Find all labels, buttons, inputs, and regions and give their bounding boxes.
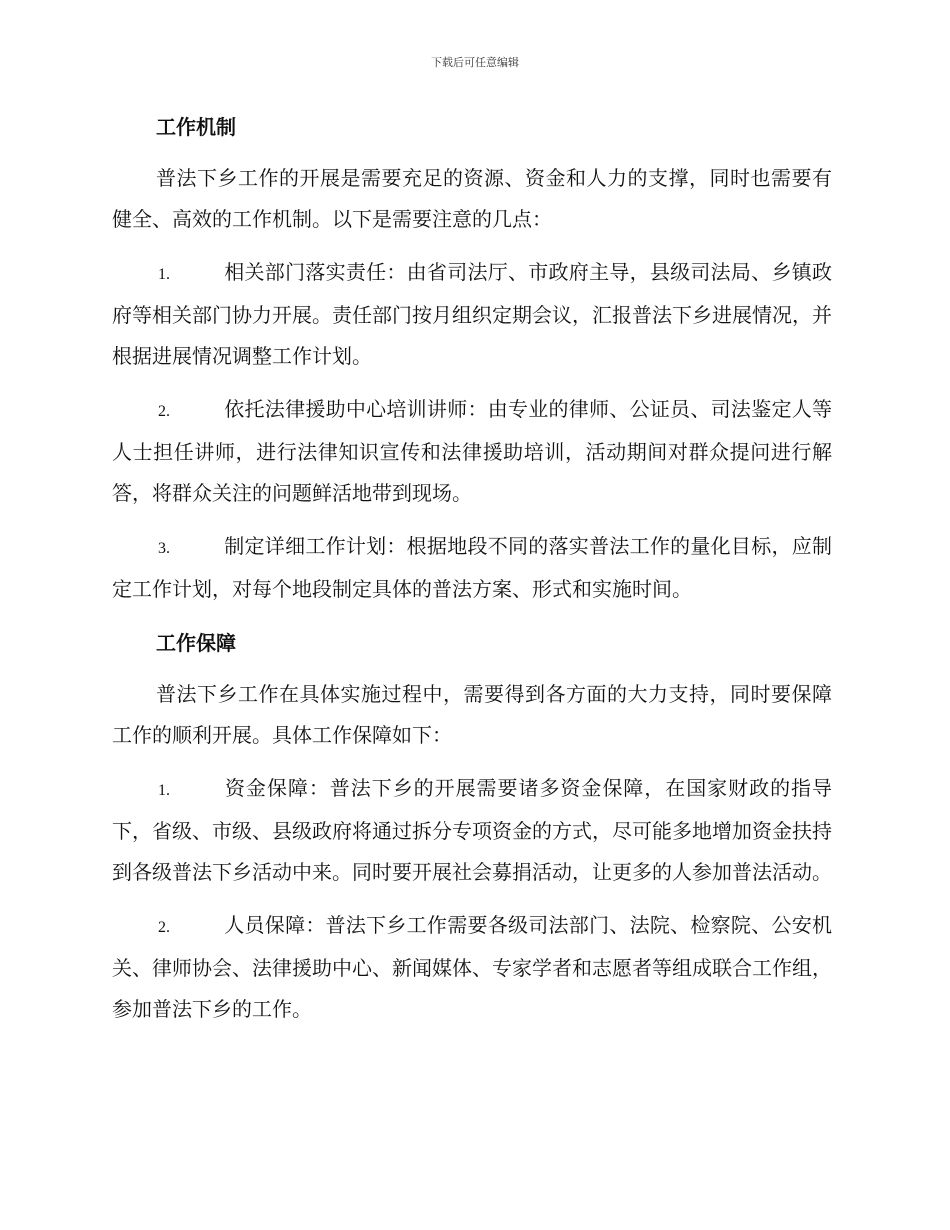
list-item [112, 526, 832, 610]
list-item-number: 1. [158, 266, 170, 283]
section-intro: 普法下乡工作的开展是需要充足的资源、资金和人力的支撑，同时也需要有健全、高效的工作机制。以下是需要注意的几点： [112, 166, 832, 231]
list-item-text: 人员保障：普法下乡工作需要各级司法部门、法院、检察院、公安机关、律师协会、法律援助中心、新闻媒体、专家学者和志愿者等组成联合工作组，参加普法下乡的工作。 [112, 913, 832, 1021]
list-item [112, 768, 832, 893]
list-item-text: 依托法律援助中心培训讲师：由专业的律师、公证员、司法鉴定人等人士担任讲师，进行法律知识宣传和法律援助培训，活动期间对群众提问进行解答，将群众关注的问题鲜活地带到现场。 [112, 397, 832, 505]
list-item-text: 制定详细工作计划：根据地段不同的落实普法工作的量化目标，应制定工作计划，对每个地段制定具体的普法方案、形式和实施时间。 [112, 534, 832, 601]
list-item-number: 2. [158, 403, 170, 420]
list-item [112, 252, 832, 377]
document-body [112, 106, 832, 1042]
list-item-number: 2. [158, 919, 170, 936]
list-item-number: 3. [158, 540, 170, 557]
list-item [112, 389, 832, 514]
section-heading: 工作保障 [156, 631, 236, 655]
list-item-text: 相关部门落实责任：由省司法厅、市政府主导，县级司法局、乡镇政府等相关部门协力开展。责任部门按月组织定期会议，汇报普法下乡进展情况，并根据进展情况调整工作计划。 [112, 260, 832, 368]
list-item-number: 1. [158, 782, 170, 799]
section-intro: 普法下乡工作在具体实施过程中，需要得到各方面的大力支持，同时要保障工作的顺利开展。具体工作保障如下： [112, 682, 832, 747]
list-item-text: 资金保障：普法下乡的开展需要诸多资金保障，在国家财政的指导下，省级、市级、县级政府将通过拆分专项资金的方式，尽可能多地增加资金扶持到各级普法下乡活动中来。同时要开展社会募捐活动，让更多的人参加普法活动。 [112, 776, 832, 884]
list-item [112, 905, 832, 1030]
section-work-mechanism [112, 106, 832, 610]
page-header-note: 下载后可任意编辑 [431, 56, 519, 69]
section-work-guarantee [112, 622, 832, 1030]
section-heading: 工作机制 [156, 115, 236, 139]
